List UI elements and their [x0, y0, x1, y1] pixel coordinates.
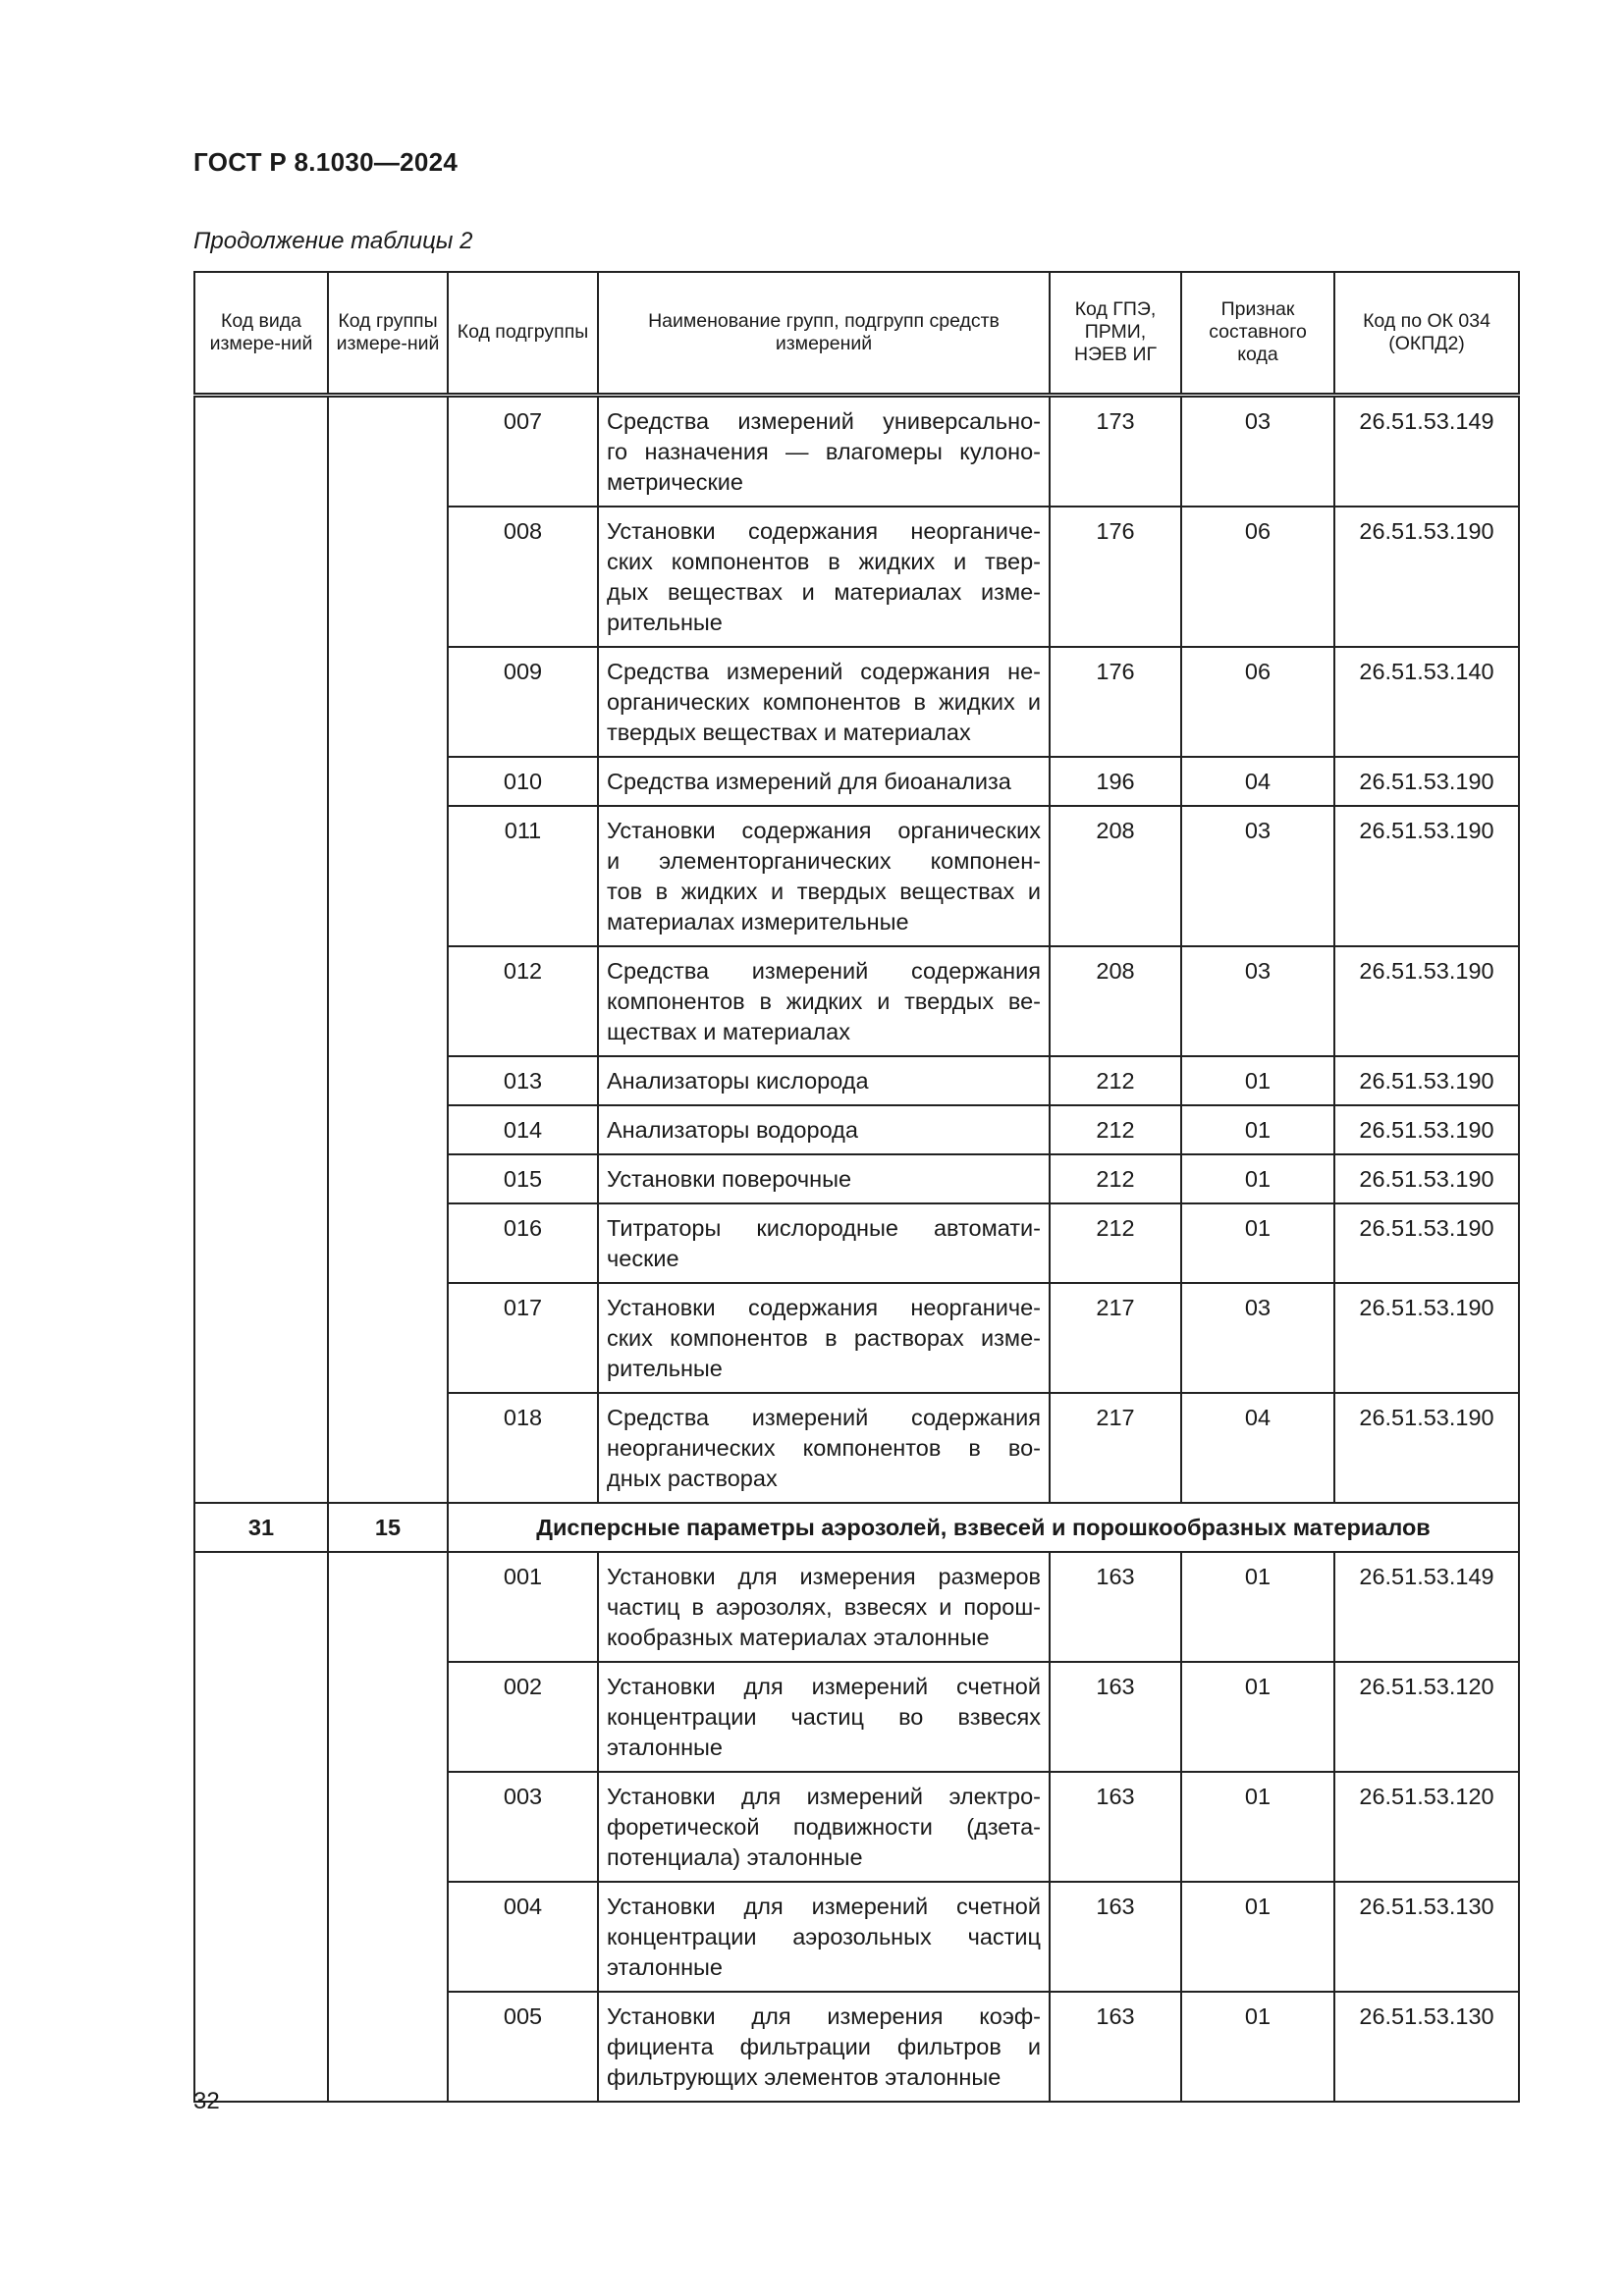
classification-table [193, 271, 1520, 2103]
document-header: ГОСТ Р 8.1030—2024 [193, 147, 459, 177]
name-line: твердых веществах и материалах [607, 719, 971, 745]
table-body-block-1 [194, 395, 1519, 1503]
composite-sign-cell: 01 [1181, 1154, 1334, 1203]
okpd-code-cell: 26.51.53.149 [1334, 1552, 1519, 1662]
name-cell [598, 395, 1050, 507]
okpd-code-cell: 26.51.53.140 [1334, 647, 1519, 757]
okpd-code-cell: 26.51.53.120 [1334, 1772, 1519, 1882]
header-name: Наименование групп, подгрупп средств измерений [598, 272, 1050, 395]
gpe-code-cell: 176 [1050, 507, 1181, 647]
composite-sign-cell: 01 [1181, 1772, 1334, 1882]
name-line: материалах измерительные [607, 908, 909, 934]
name-line: Установки для измерений счетной [607, 1893, 1041, 1919]
header-group-code: Код группы измере-ний [328, 272, 448, 395]
name-cell [598, 1056, 1050, 1105]
composite-sign-cell: 01 [1181, 1882, 1334, 1992]
subgroup-code-cell: 004 [448, 1882, 598, 1992]
name-line: компонентов в жидких и твердых ве- [607, 988, 1041, 1014]
subgroup-code-cell: 017 [448, 1283, 598, 1393]
gpe-code-cell: 208 [1050, 806, 1181, 946]
gpe-code-cell: 208 [1050, 946, 1181, 1056]
subgroup-code-cell: 001 [448, 1552, 598, 1662]
group-kind-code: 31 [194, 1503, 328, 1552]
name-line: ществах и материалах [607, 1018, 850, 1044]
gpe-code-cell: 217 [1050, 1283, 1181, 1393]
name-line: Установки поверочные [607, 1165, 852, 1192]
subgroup-code-cell: 014 [448, 1105, 598, 1154]
name-line: дных растворах [607, 1465, 778, 1491]
page-number: 32 [193, 2088, 220, 2114]
composite-sign-cell: 01 [1181, 1056, 1334, 1105]
name-line: метрические [607, 468, 743, 495]
gpe-code-cell: 212 [1050, 1154, 1181, 1203]
gpe-code-cell: 212 [1050, 1056, 1181, 1105]
okpd-code-cell: 26.51.53.190 [1334, 757, 1519, 806]
gpe-code-cell: 173 [1050, 395, 1181, 507]
group-title: Дисперсные параметры аэрозолей, взвесей и порошкообразных материалов [448, 1503, 1519, 1552]
subgroup-code-cell: 018 [448, 1393, 598, 1503]
name-cell [598, 946, 1050, 1056]
name-line: Установки для измерений электро- [607, 1783, 1041, 1809]
composite-sign-cell: 03 [1181, 806, 1334, 946]
table-body-group [194, 1503, 1519, 1552]
name-cell [598, 1772, 1050, 1882]
name-cell [598, 1393, 1050, 1503]
gpe-code-cell: 163 [1050, 1662, 1181, 1772]
name-cell [598, 1283, 1050, 1393]
name-cell [598, 1992, 1050, 2102]
subgroup-code-cell: 005 [448, 1992, 598, 2102]
name-line: Установки для измерения коэф- [607, 2002, 1041, 2029]
composite-sign-cell: 06 [1181, 507, 1334, 647]
subgroup-code-cell: 012 [448, 946, 598, 1056]
name-line: частиц в аэрозолях, взвесях и порош- [607, 1593, 1041, 1620]
name-cell [598, 1203, 1050, 1283]
name-line: Установки содержания органических [607, 817, 1041, 843]
table-caption: Продолжение таблицы 2 [193, 228, 473, 254]
name-line: фильтрующих элементов эталонные [607, 2063, 1001, 2090]
composite-sign-cell: 01 [1181, 1552, 1334, 1662]
gpe-code-cell: 163 [1050, 1772, 1181, 1882]
header-subgroup-code: Код подгруппы [448, 272, 598, 395]
okpd-code-cell: 26.51.53.190 [1334, 806, 1519, 946]
composite-sign-cell: 01 [1181, 1992, 1334, 2102]
name-cell [598, 1662, 1050, 1772]
name-line: и элементорганических компонен- [607, 847, 1041, 874]
subgroup-code-cell: 008 [448, 507, 598, 647]
gpe-code-cell: 212 [1050, 1105, 1181, 1154]
name-line: концентрации аэрозольных частиц [607, 1923, 1041, 1949]
name-line: Установки для измерения размеров [607, 1563, 1041, 1589]
okpd-code-cell: 26.51.53.190 [1334, 1393, 1519, 1503]
gpe-code-cell: 163 [1050, 1992, 1181, 2102]
name-cell [598, 806, 1050, 946]
name-line: Средства измерений содержания [607, 1404, 1041, 1430]
okpd-code-cell: 26.51.53.130 [1334, 1992, 1519, 2102]
okpd-code-cell: 26.51.53.120 [1334, 1662, 1519, 1772]
blank-kind-cell [194, 395, 328, 1503]
subgroup-code-cell: 011 [448, 806, 598, 946]
blank-group-cell [328, 395, 448, 1503]
composite-sign-cell: 01 [1181, 1105, 1334, 1154]
group-group-code: 15 [328, 1503, 448, 1552]
header-gpe-code: Код ГПЭ, ПРМИ, НЭЕВ ИГ [1050, 272, 1181, 395]
name-cell [598, 1882, 1050, 1992]
name-line: Титраторы кислородные автомати- [607, 1214, 1041, 1241]
subgroup-code-cell: 015 [448, 1154, 598, 1203]
header-kind-code: Код вида измере-ний [194, 272, 328, 395]
name-line: Установки содержания неорганиче- [607, 517, 1041, 544]
group-row [194, 1503, 1519, 1552]
okpd-code-cell: 26.51.53.190 [1334, 1203, 1519, 1283]
name-line: Установки содержания неорганиче- [607, 1294, 1041, 1320]
table-row [194, 1552, 1519, 1662]
name-line: Средства измерений универсально- [607, 407, 1041, 434]
name-line: рительные [607, 609, 723, 635]
gpe-code-cell: 196 [1050, 757, 1181, 806]
composite-sign-cell: 04 [1181, 1393, 1334, 1503]
name-line: форетической подвижности (дзета- [607, 1813, 1041, 1840]
name-line: потенциала) эталонные [607, 1843, 863, 1870]
subgroup-code-cell: 007 [448, 395, 598, 507]
okpd-code-cell: 26.51.53.130 [1334, 1882, 1519, 1992]
name-cell [598, 757, 1050, 806]
gpe-code-cell: 163 [1050, 1882, 1181, 1992]
okpd-code-cell: 26.51.53.190 [1334, 1283, 1519, 1393]
subgroup-code-cell: 002 [448, 1662, 598, 1772]
composite-sign-cell: 03 [1181, 1283, 1334, 1393]
gpe-code-cell: 163 [1050, 1552, 1181, 1662]
blank-group-cell [328, 1552, 448, 2102]
table-header-row [194, 272, 1519, 395]
name-cell [598, 507, 1050, 647]
name-line: органических компонентов в жидких и [607, 688, 1041, 715]
composite-sign-cell: 01 [1181, 1662, 1334, 1772]
table-body-block-2 [194, 1552, 1519, 2102]
composite-sign-cell: 03 [1181, 395, 1334, 507]
subgroup-code-cell: 010 [448, 757, 598, 806]
name-cell [598, 1154, 1050, 1203]
name-line: эталонные [607, 1734, 724, 1760]
name-line: фициента фильтрации фильтров и [607, 2033, 1041, 2059]
name-line: Установки для измерений счетной [607, 1673, 1041, 1699]
name-line: Средства измерений содержания [607, 957, 1041, 984]
name-cell [598, 1105, 1050, 1154]
composite-sign-cell: 06 [1181, 647, 1334, 757]
name-line: го назначения — влагомеры кулоно- [607, 438, 1041, 464]
name-cell [598, 647, 1050, 757]
name-line: дых веществах и материалах изме- [607, 578, 1041, 605]
okpd-code-cell: 26.51.53.190 [1334, 1056, 1519, 1105]
okpd-code-cell: 26.51.53.190 [1334, 507, 1519, 647]
okpd-code-cell: 26.51.53.190 [1334, 946, 1519, 1056]
gpe-code-cell: 176 [1050, 647, 1181, 757]
name-line: неорганических компонентов в во- [607, 1434, 1041, 1461]
subgroup-code-cell: 003 [448, 1772, 598, 1882]
name-line: ческие [607, 1245, 679, 1271]
subgroup-code-cell: 016 [448, 1203, 598, 1283]
name-line: ских компонентов в растворах изме- [607, 1324, 1041, 1351]
name-line: рительные [607, 1355, 723, 1381]
composite-sign-cell: 03 [1181, 946, 1334, 1056]
name-line: Анализаторы кислорода [607, 1067, 869, 1094]
name-cell [598, 1552, 1050, 1662]
name-line: ских компонентов в жидких и твер- [607, 548, 1041, 574]
name-line: концентрации частиц во взвесях [607, 1703, 1041, 1730]
okpd-code-cell: 26.51.53.190 [1334, 1105, 1519, 1154]
blank-kind-cell [194, 1552, 328, 2102]
composite-sign-cell: 04 [1181, 757, 1334, 806]
name-line: эталонные [607, 1953, 724, 1980]
subgroup-code-cell: 013 [448, 1056, 598, 1105]
name-line: Анализаторы водорода [607, 1116, 858, 1143]
header-composite-sign: Признак составного кода [1181, 272, 1334, 395]
header-okpd-code: Код по ОК 034 (ОКПД2) [1334, 272, 1519, 395]
table-row [194, 395, 1519, 507]
okpd-code-cell: 26.51.53.149 [1334, 395, 1519, 507]
name-line: Средства измерений для биоанализа [607, 768, 1011, 794]
subgroup-code-cell: 009 [448, 647, 598, 757]
gpe-code-cell: 217 [1050, 1393, 1181, 1503]
name-line: тов в жидких и твердых веществах и [607, 878, 1041, 904]
composite-sign-cell: 01 [1181, 1203, 1334, 1283]
gpe-code-cell: 212 [1050, 1203, 1181, 1283]
okpd-code-cell: 26.51.53.190 [1334, 1154, 1519, 1203]
name-line: кообразных материалах эталонные [607, 1624, 990, 1650]
name-line: Средства измерений содержания не- [607, 658, 1041, 684]
